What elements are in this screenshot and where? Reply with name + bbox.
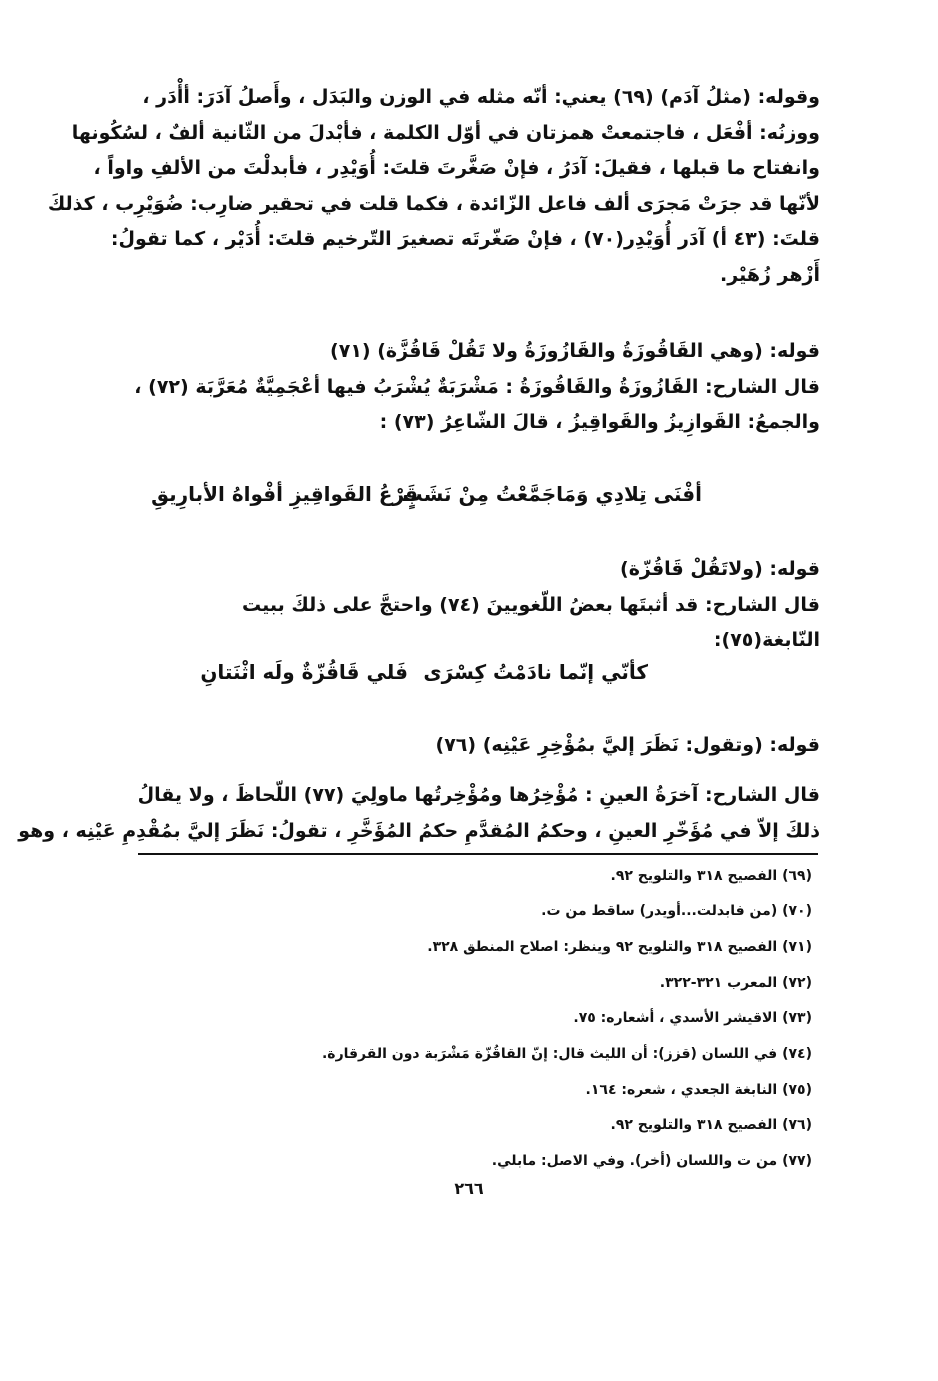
paragraph-akhirat-al-ayn [18,778,820,849]
text-line: قال الشارح: قد أثبتَها بعضُ اللّغويينَ (٧٤) واحتجَّ على ذلكَ ببيت [242,593,820,616]
page-number: ٢٦٦ [454,1179,484,1198]
text-line: قوله: (وتقول: نَظَرَ إليَّ بمُؤْخِرِ عَيْنِه) (٧٦) [435,734,820,756]
footnote-separator-rule [138,853,818,855]
verse-second-hemistich: فَلي قَاقُزّةٌ ولَه اثْنَتانِ [200,660,408,684]
verse-second-hemistich: قَرْعُ القَواقِيزِ أفْواهُ الأبارِيقِ [151,482,418,506]
footnote: (٧٥) النابغة الجعدي ، شعره: ١٦٤. [585,1082,812,1098]
text-line: لأنّها قد جرَتْ مَجرَى ألف فاعل الزّائدة ، فكما قلت في تحقير ضارِب: ضُوَيْرِب ، كذلكَ [47,192,820,215]
text-line: قوله: (وهي القَاقُوزَةُ والقَازُوزَةُ ولا تَقُلْ قَاقُزَّة) (٧١) [330,340,820,362]
paragraph-qaquza [130,334,820,441]
footnote: (٧٢) المعرب ٣٢١-٣٢٢. [659,975,812,991]
text-line: والجمعُ: القَوازِيزُ والقَواقِيزُ ، قالَ الشّاعِرُ (٧٣) : [379,411,820,433]
footnote: (٧٦) الفصيح ٣١٨ والتلويح ٩٢. [610,1117,812,1133]
verse-first-hemistich: كأنّي إنّما نادَمْتُ كِسْرَى [423,660,648,684]
verse-1 [0,482,938,518]
text-line: ووزنُه: أفْعَل ، فاجتمعتْ همزتان في أوّل الكلمة ، فأبْدلَ من الثّانية ألفٌ ، لسُكُونها [71,121,820,144]
text-line: وقوله: (مثلُ آدَم) (٦٩) يعني: أنّه مثله في الوزن والبَدَل ، وأَصلُ آدَرَ: أأْدَر ، [142,86,820,108]
verse-first-hemistich: أفْنَى تِلادِي وَمَاجَمَّعْتُ مِنْ نَشَبٍ [402,482,702,506]
footnote: (٧٣) الاقيشر الأسدي ، أشعاره: ٧٥. [573,1010,812,1026]
verse-2 [0,660,938,696]
footnote: (٧٤) في اللسان (قزز): أن الليث قال: إنّ القاقُزّة مَشْرَبة دون القرقارة. [321,1046,812,1062]
paragraph-adam-explanation [47,80,820,293]
text-line: أَزْهر زُهَيْر. [720,263,820,286]
text-line: النّابغة(٧٥): [713,629,820,651]
footnote: (٦٩) الفصيح ٣١٨ والتلويح ٩٢. [610,868,812,884]
footnote: (٧١) الفصيح ٣١٨ والتلويح ٩٢ وينظر: اصلاح المنطق ٣٢٨. [427,939,812,955]
text-line: قال الشارح: القَازُوزَةُ والقَاقُوزَةُ : مَشْرَبَةٌ يُشْرَبُ فيها أعْجَمِيَّةٌ مُعَرَّبَة (٧٢) ، [134,375,820,398]
text-line: وانفتاح ما قبلها ، فقيلَ: آدَرُ ، فإنْ صَغَّرتَ قلتَ: أُوَيْدِر ، فأبدلْتَ من الألفِ واواً ، [93,157,820,179]
text-line: ذلكَ إلاّ في مُؤَخّرِ العينِ ، وحكمُ المُقدَّمِ حكمُ المُؤَخَّرِ ، تقولُ: نَظَرَ إليَّ بمُقْدِمِ عَيْنِه ، وهو [18,819,820,842]
footnote: (٧٠) (من فابدلت...أويدر) ساقط من ت. [541,903,812,919]
text-line: قوله: (ولاتَقُلْ قَاقُزّة) [620,558,820,580]
footnote: (٧٧) من ت واللسان (أخر). وفي الاصل: مابلي. [491,1153,812,1169]
paragraph-la-taqul [130,552,820,659]
text-line: قال الشارح: آخرَةُ العينِ : مُؤْخِرُها ومُؤْخِرتُها ماولِيَ (٧٧) اللّحاظَ ، ولا يقالُ [137,784,820,806]
text-line: قلتَ: (٤٣ أ) آدَر أُوَيْدِر(٧٠) ، فإنْ صَغّرتَه تصغيرَ التّرخيم قلتَ: أُدَيْر ، كما تقولُ: [110,228,820,250]
paragraph-wa-taqul [130,728,820,764]
